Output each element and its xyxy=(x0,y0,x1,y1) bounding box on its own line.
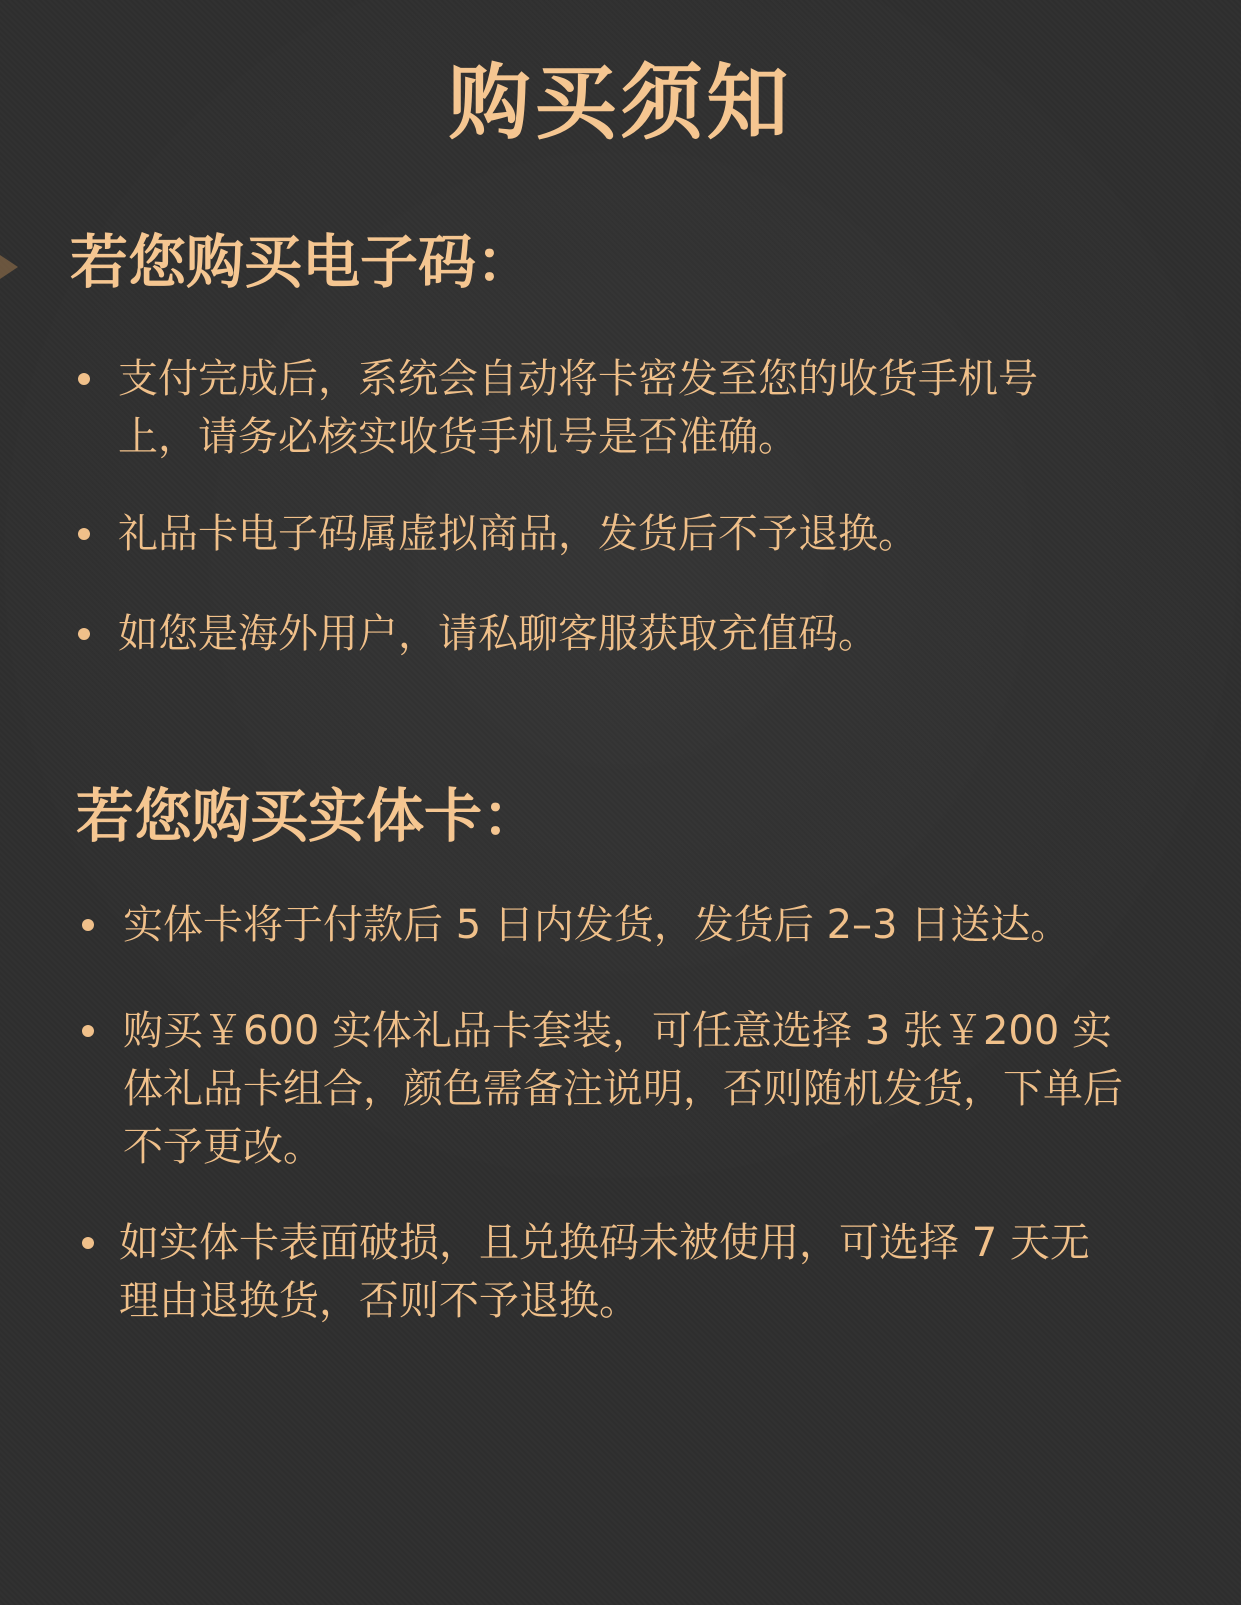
e-code-notice-text: 礼品卡电子码属虚拟商品，发货后不予退换。 xyxy=(118,510,918,557)
physical-card-notice-list xyxy=(0,896,1241,1330)
page-title: 购买须知 xyxy=(448,56,793,151)
e-code-notice-list xyxy=(0,350,1241,663)
physical-card-notice-item xyxy=(0,1002,1143,1176)
physical-card-notice-item xyxy=(0,896,1143,954)
physical-card-notice-text: 实体卡将于付款后 5 日内发货，发货后 2–3 日送达。 xyxy=(123,901,1071,948)
e-code-notice-text: 如您是海外用户，请私聊客服获取充值码。 xyxy=(118,610,878,657)
bullet-dot-icon xyxy=(82,919,94,931)
bullet-dot-icon xyxy=(78,528,90,540)
e-code-notice-item xyxy=(0,505,1098,563)
physical-card-notice-text: 如实体卡表面破损，且兑换码未被使用，可选择 7 天无理由退换货，否则不予退换。 xyxy=(119,1219,1090,1324)
bullet-dot-icon xyxy=(78,628,90,640)
e-code-notice-item xyxy=(0,605,1098,663)
e-code-notice-item xyxy=(0,350,1098,466)
physical-card-notice-text: 购买￥600 实体礼品卡套装，可任意选择 3 张￥200 实体礼品卡组合，颜色需备注说明，否则随机发货，下单后不予更改。 xyxy=(123,1007,1123,1170)
bullet-dot-icon xyxy=(78,373,90,385)
bullet-dot-icon xyxy=(82,1025,94,1037)
physical-card-notice-item xyxy=(0,1214,1099,1330)
physical-card-section-title: 若您购买实体卡： xyxy=(76,782,541,850)
e-code-section xyxy=(0,228,1241,663)
e-code-section-title: 若您购买电子码： xyxy=(70,228,535,296)
e-code-notice-text: 支付完成后，系统会自动将卡密发至您的收货手机号上，请务必核实收货手机号是否准确。 xyxy=(118,355,1038,460)
bullet-dot-icon xyxy=(82,1237,94,1249)
physical-card-section xyxy=(0,782,1241,1330)
